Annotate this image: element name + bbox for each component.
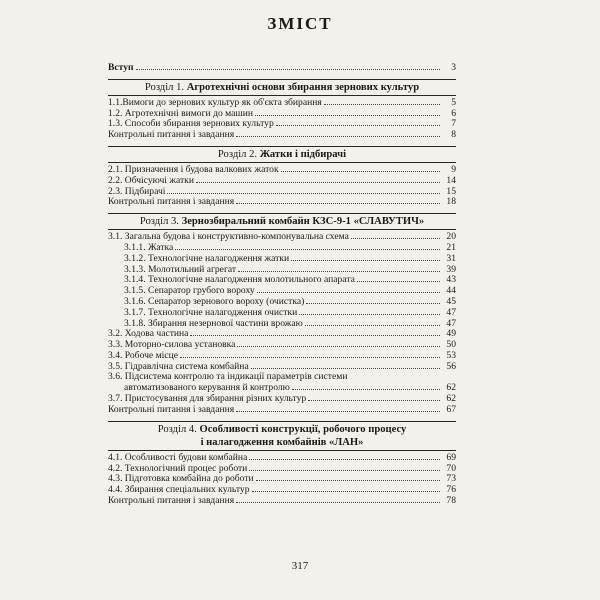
- page-number: 317: [291, 560, 309, 572]
- section-name: Агротехнічні основи збирання зернових культур: [186, 81, 420, 93]
- section-rule-bottom: [108, 450, 456, 451]
- section-rule-bottom: [108, 162, 456, 163]
- leader-dots: [257, 285, 440, 293]
- toc-entry-label: Контрольні питання і завдання: [108, 196, 235, 208]
- toc-entry: [108, 473, 456, 484]
- section-rule-top: [108, 79, 456, 80]
- toc-entry-label: 3.7. Пристосування для збирання різних культур: [108, 393, 307, 405]
- leader-dots: [249, 463, 440, 471]
- leader-dots: [237, 339, 440, 347]
- toc-entry-label: 3.3. Моторно-силова установка: [108, 339, 236, 351]
- toc-entry-page: 47: [446, 306, 456, 318]
- toc-entry-page: 9: [451, 163, 456, 175]
- toc-entry-label: 3.1.2. Технологічне налагодження жатки: [124, 252, 290, 264]
- page-title: ЗМІСТ: [267, 14, 333, 33]
- toc-entry: [108, 328, 456, 339]
- toc-entry-page: 67: [446, 403, 456, 415]
- leader-dots: [357, 274, 440, 282]
- toc-entry-label: 3.1. Загальна будова і конструктивно-компонувальна схема: [108, 231, 349, 243]
- toc-entry-page: 53: [446, 349, 456, 361]
- toc-entry: [108, 264, 456, 275]
- toc-entry: [108, 404, 456, 415]
- toc-entry: [108, 242, 456, 253]
- toc-entry-page: 50: [446, 339, 456, 351]
- toc-entry: [108, 393, 456, 404]
- leader-dots: [306, 296, 440, 304]
- toc-entry-label: 3.5. Гідравлічна система комбайна: [108, 360, 249, 372]
- section-heading: [108, 148, 456, 161]
- toc-entry-page: 39: [446, 263, 456, 275]
- section-rule-bottom: [108, 95, 456, 96]
- toc-entry: [108, 97, 456, 108]
- toc-entry-label: 3.1.7. Технологічне налагодження очистки: [124, 306, 298, 318]
- toc-entry-label: 3.2. Ходова частина: [108, 328, 189, 340]
- leader-dots: [256, 473, 440, 481]
- section-rule-top: [108, 213, 456, 214]
- toc-entry: [108, 350, 456, 361]
- toc-entry: [108, 318, 456, 329]
- toc-entry-label: 2.1. Призначення і будова валкових жаток: [108, 163, 279, 175]
- section-heading-line: [108, 215, 456, 228]
- section-name-line2: і налагодження комбайнів «ЛАН»: [200, 436, 364, 448]
- toc-entry-label: 3.4. Робоче місце: [108, 349, 178, 361]
- toc-entry-page: 49: [446, 328, 456, 340]
- leader-dots: [190, 328, 440, 336]
- toc-entry: [108, 484, 456, 495]
- toc-entry-page: 62: [446, 393, 456, 405]
- toc-entry-label: 2.3. Підбирачі: [108, 185, 166, 197]
- leader-dots: [249, 452, 440, 460]
- leader-dots: [236, 129, 440, 137]
- toc-entry-label: 2.2. Обчісуючі жатки: [108, 174, 194, 186]
- toc-entry-page: 3: [451, 62, 456, 73]
- toc-entry-page: 45: [446, 295, 456, 307]
- section-heading-line: [108, 423, 456, 436]
- toc-entry-label: Контрольні питання і завдання: [108, 129, 235, 141]
- toc-entry-label: автоматизованого керування й контролю: [124, 382, 290, 394]
- toc-entry: [108, 361, 456, 372]
- section-heading-line: [108, 148, 456, 161]
- toc-entry-page: 6: [451, 107, 456, 119]
- toc-entry: [108, 186, 456, 197]
- leader-dots: [324, 97, 440, 105]
- section-prefix: Розділ 3.: [139, 216, 179, 228]
- leader-dots: [236, 495, 440, 503]
- toc-entry: [108, 285, 456, 296]
- leader-dots: [196, 175, 440, 183]
- section-name: Зернозбиральний комбайн КЗС-9-1 «СЛАВУТИЧ»: [181, 216, 425, 228]
- toc-entry: [108, 382, 456, 393]
- toc-entry-label: 4.2. Технологічний процес роботи: [108, 462, 248, 474]
- toc-entry-page: 21: [446, 241, 456, 253]
- toc-entry: [108, 296, 456, 307]
- toc-entry: [108, 231, 456, 242]
- toc-entry: [108, 253, 456, 264]
- toc-entry-page: 78: [446, 494, 456, 506]
- toc-sections: [108, 79, 456, 506]
- toc-entry-label: 1.1.Вимоги до зернових культур як об'єкта збирання: [108, 96, 322, 108]
- toc-entry-page: 14: [446, 174, 456, 186]
- toc-entry-label: 3.1.6. Сепаратор зернового вороху (очистка): [124, 295, 305, 307]
- section-rule-bottom: [108, 229, 456, 230]
- toc-entry-page: 76: [446, 484, 456, 496]
- section-heading: [108, 215, 456, 228]
- section-heading: [108, 81, 456, 94]
- section-prefix: Розділ 4.: [157, 423, 197, 435]
- leader-dots: [252, 484, 440, 492]
- toc-entry-page: 8: [451, 129, 456, 141]
- toc-entry: [108, 372, 456, 383]
- toc-entry-label: Контрольні питання і завдання: [108, 494, 235, 506]
- leader-dots: [175, 242, 440, 250]
- toc-entry: [108, 452, 456, 463]
- toc-entry-label: Вступ: [108, 62, 134, 73]
- leader-dots: [299, 307, 440, 315]
- toc-entry: [108, 129, 456, 140]
- toc-entry-page: 43: [446, 274, 456, 286]
- section-heading-line: [108, 81, 456, 94]
- leader-dots: [281, 164, 440, 172]
- toc-entry: [108, 495, 456, 506]
- toc-entry-label: 3.1.1. Жатка: [124, 241, 174, 253]
- leader-dots: [136, 62, 440, 70]
- toc-entry: [108, 196, 456, 207]
- toc-entry-label: 3.6. Підсистема контролю та індикації параметрів системи: [108, 370, 348, 382]
- toc-entry-label: Контрольні питання і завдання: [108, 403, 235, 415]
- toc-entry-label: 3.1.3. Молотильний агрегат: [124, 263, 237, 275]
- toc-entry: [108, 274, 456, 285]
- toc-entry-page: 56: [446, 360, 456, 372]
- toc-entry-label: 4.3. Підготовка комбайна до роботи: [108, 473, 254, 485]
- toc-entry-label: 1.2. Агротехнічні вимоги до машин: [108, 107, 254, 119]
- toc-entry-label: 3.1.8. Збирання незернової частини врожаю: [124, 317, 303, 329]
- leader-dots: [236, 404, 440, 412]
- toc-entry-page: 69: [446, 451, 456, 463]
- toc-entry-label: 3.1.4. Технологічне налагодження молотильного апарата: [124, 274, 355, 286]
- section-prefix: Розділ 2.: [217, 148, 258, 160]
- section-prefix: Розділ 1.: [144, 81, 185, 93]
- toc-entry-label: 1.3. Способи збирання зернових культур: [108, 118, 274, 130]
- toc-entry-page: 5: [451, 96, 456, 108]
- leader-dots: [236, 196, 440, 204]
- leader-dots: [351, 231, 440, 239]
- leader-dots: [308, 393, 440, 401]
- section-name: Жатки і підбирачі: [259, 148, 347, 160]
- leader-dots: [292, 382, 440, 390]
- leader-dots: [255, 108, 440, 116]
- toc-entry: [108, 118, 456, 129]
- toc-entry-page: 70: [446, 462, 456, 474]
- toc-entry: [108, 175, 456, 186]
- toc-entry-page: 47: [446, 317, 456, 329]
- toc-entry: [108, 108, 456, 119]
- toc-entry-page: 62: [446, 382, 456, 394]
- toc-entry: [108, 339, 456, 350]
- toc-entry-label: 3.1.5. Сепаратор грубого вороху: [124, 285, 255, 297]
- toc-entry-label: 4.1. Особливості будови комбайна: [108, 451, 248, 463]
- toc-entry-page: 31: [446, 252, 456, 264]
- section-heading: [108, 423, 456, 449]
- toc-entry-page: 20: [446, 231, 456, 243]
- leader-dots: [276, 118, 440, 126]
- leader-dots: [251, 361, 440, 369]
- toc-entry: [108, 307, 456, 318]
- leader-dots: [238, 264, 440, 272]
- toc-entry-label: 4.4. Збирання спеціальних культур: [108, 484, 250, 496]
- toc-entry: [108, 463, 456, 474]
- toc-entry-page: 18: [446, 196, 456, 208]
- toc-entry-page: 15: [446, 185, 456, 197]
- leader-dots: [305, 318, 440, 326]
- leader-dots: [180, 350, 440, 358]
- table-of-contents: [108, 62, 456, 506]
- section-rule-top: [108, 146, 456, 147]
- leader-dots: [167, 186, 440, 194]
- toc-entry-page: 44: [446, 285, 456, 297]
- toc-entry-intro: [108, 62, 456, 73]
- section-name: Особливості конструкції, робочого процесу: [199, 423, 407, 435]
- section-rule-top: [108, 421, 456, 422]
- toc-entry: [108, 164, 456, 175]
- leader-dots: [291, 253, 440, 261]
- toc-entry-page: 7: [451, 118, 456, 130]
- toc-entry-page: 73: [446, 473, 456, 485]
